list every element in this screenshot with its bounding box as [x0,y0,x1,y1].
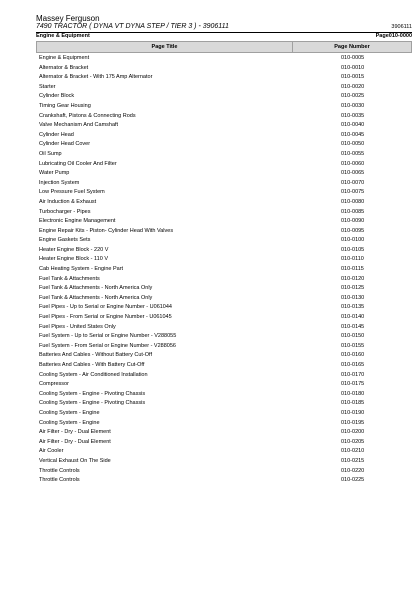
table-row[interactable] [36,179,412,189]
row-page-title: Lubricating Oil Cooler And Filter [39,160,117,167]
row-page-number: 010-0220 [341,467,365,474]
table-row[interactable] [36,140,412,150]
table-row[interactable] [36,150,412,160]
row-page-number: 010-0010 [341,64,365,71]
row-page-title: Fuel Tank & Attachments - North America Only [39,285,153,292]
row-page-title: Water Pump [39,170,70,177]
row-page-number: 010-0020 [341,83,365,90]
table-row[interactable] [36,169,412,179]
table-row[interactable] [36,275,412,285]
table-row[interactable] [36,390,412,400]
model-header [36,23,412,31]
table-row[interactable] [36,371,412,381]
row-page-title: Cylinder Head [39,131,74,138]
row-page-number: 010-0090 [341,218,365,225]
row-page-number: 010-0195 [341,419,365,426]
row-page-title: Electronic Engine Management [39,218,116,225]
row-page-number: 010-0215 [341,457,365,464]
row-page-title: Starter [39,83,56,90]
row-page-number: 010-0105 [341,246,365,253]
row-page-number: 010-0135 [341,304,365,311]
table-row[interactable] [36,131,412,141]
row-page-number: 010-0085 [341,208,365,215]
row-page-title: Cooling System - Engine [39,409,100,416]
table-row[interactable] [36,438,412,448]
table-row[interactable] [36,92,412,102]
row-page-title: Cooling System - Engine - Pivoting Chassis [39,390,146,397]
row-page-number: 010-0165 [341,362,365,368]
row-page-title: Engine Repair Kits - Piston- Cylinder Head With Valves [39,227,174,234]
table-row[interactable] [36,208,412,218]
table-row[interactable] [36,457,412,467]
table-row[interactable] [36,83,412,93]
table-row[interactable] [36,303,412,313]
row-page-title: Fuel System - From Serial or Engine Number - V288056 [39,342,176,349]
row-page-number: 010-0075 [341,189,365,196]
table-row[interactable] [36,284,412,294]
table-row[interactable] [36,160,412,170]
row-page-title: Fuel System - Up to Serial or Engine Number - V288055 [39,333,177,340]
page-label: Page010-0000 [375,33,412,39]
table-row[interactable] [36,476,412,486]
row-page-title: Cylinder Head Cover [39,141,91,148]
table-row[interactable] [36,265,412,275]
table-row[interactable] [36,217,412,227]
row-page-number: 010-0065 [341,170,365,177]
row-page-number: 010-0205 [341,438,365,445]
section-header [36,33,412,40]
row-page-number: 010-0070 [341,179,365,186]
row-page-title: Fuel Pipes - From Serial or Engine Number - U061045 [39,314,172,321]
row-page-number: 010-0030 [341,102,365,109]
row-page-number: 010-0180 [341,390,365,397]
table-row[interactable] [36,380,412,390]
table-row[interactable] [36,236,412,246]
table-row[interactable] [36,323,412,333]
table-row[interactable] [36,428,412,438]
table-header [36,41,412,53]
row-page-title: Fuel Tank & Attachments - North America Only [39,294,153,301]
row-page-number: 010-0115 [341,266,364,273]
row-page-title: Cab Heating System - Engine Part [39,266,124,273]
row-page-number: 010-0160 [341,352,365,359]
row-page-number: 010-0120 [341,275,365,282]
row-page-title: Compressor [39,381,69,388]
row-page-title: Low Pressure Fuel System [39,189,105,196]
table-row[interactable] [36,294,412,304]
table-row[interactable] [36,227,412,237]
row-page-number: 010-0190 [341,409,365,416]
row-page-title: Cooling System - Engine - Pivoting Chassis [39,400,146,407]
row-page-title: Cooling System - Air Conditioned Installation [39,371,148,378]
row-page-number: 010-0035 [341,112,365,119]
index-table-body [36,54,412,486]
row-page-title: Heater Engine Block - 110 V [39,256,108,263]
row-page-title: Air Induction & Exhaust [39,198,97,205]
row-page-title: Throttle Controls [39,467,80,474]
row-page-title: Cooling System - Engine [39,419,100,426]
brand-name: Massey Ferguson [36,14,100,23]
row-page-title: Crankshaft, Pistons & Connecting Rods [39,112,136,119]
model-title: 7490 TRACTOR ( DYNA VT DYNA STEP / TIER 3 ) - 3906111 [36,23,229,30]
row-page-title: Air Filter - Dry - Dual Element [39,429,111,436]
row-page-number: 010-0200 [341,429,365,436]
table-row[interactable] [36,73,412,83]
row-page-number: 010-0055 [341,150,365,157]
table-row[interactable] [36,121,412,131]
table-row[interactable] [36,64,412,74]
row-page-number: 010-0060 [341,160,365,167]
row-page-number: 010-0100 [341,237,365,244]
table-row[interactable] [36,112,412,122]
row-page-number: 010-0150 [341,333,365,340]
table-row[interactable] [36,102,412,112]
table-row[interactable] [36,332,412,342]
row-page-number: 010-0140 [341,314,365,321]
row-page-title: Batteries And Cables - With Battery Cut-Off [39,362,145,368]
table-row[interactable] [36,361,412,371]
table-row[interactable] [36,255,412,265]
document-number: 3906111 [391,24,412,30]
row-page-title: Vertical Exhaust On The Side [39,457,111,464]
table-row[interactable] [36,342,412,352]
row-page-title: Fuel Pipes - United States Only [39,323,116,330]
row-page-title: Engine & Equipment [39,55,90,61]
row-page-number: 010-0015 [341,74,365,81]
row-page-number: 010-0175 [341,381,365,388]
row-page-number: 010-0050 [341,141,365,148]
row-page-number: 010-0170 [341,371,365,378]
row-page-number: 010-0125 [341,285,365,292]
column-header-title: Page Title [37,42,293,52]
row-page-number: 010-0225 [341,477,365,484]
table-row[interactable] [36,467,412,477]
row-page-title: Air Cooler [39,448,64,455]
row-page-title: Oil Sump [39,150,62,157]
table-row[interactable] [36,198,412,208]
row-page-number: 010-0145 [341,323,365,330]
table-row[interactable] [36,188,412,198]
section-title: Engine & Equipment [36,33,90,39]
table-row[interactable] [36,409,412,419]
row-page-title: Alternator & Bracket [39,64,89,71]
document-page [36,14,412,486]
row-page-title: Valve Mechanism And Camshaft [39,122,119,129]
row-page-title: Alternator & Bracket - With 175 Amp Alternator [39,74,153,81]
row-page-title: Turbocharger - Pipes [39,208,91,215]
row-page-number: 010-0185 [341,400,365,407]
row-page-title: Batteries And Cables - Without Battery Cut-Off [39,352,153,359]
row-page-number: 010-0210 [341,448,365,455]
table-row[interactable] [36,351,412,361]
row-page-title: Cylinder Block [39,93,75,100]
row-page-title: Air Filter - Dry - Dual Element [39,438,111,445]
row-page-title: Fuel Tank & Attachments [39,275,100,282]
row-page-number: 010-0110 [341,256,364,263]
row-page-number: 010-0025 [341,93,365,100]
table-row[interactable] [36,313,412,323]
table-row[interactable] [36,419,412,429]
row-page-title: Timing Gear Housing [39,102,91,109]
column-header-number: Page Number [334,44,370,50]
row-page-number: 010-0095 [341,227,365,234]
row-page-number: 010-0040 [341,122,365,129]
row-page-number: 010-0130 [341,294,365,301]
row-page-title: Fuel Pipes - Up to Serial or Engine Number - U061044 [39,304,172,311]
table-row[interactable] [36,246,412,256]
table-row[interactable] [36,399,412,409]
row-page-title: Engine Gaskets Sets [39,237,91,244]
row-page-number: 010-0045 [341,131,365,138]
row-page-number: 010-0080 [341,198,365,205]
row-page-number: 010-0005 [341,55,365,61]
row-page-title: Throttle Controls [39,477,80,484]
row-page-title: Heater Engine Block - 220 V [39,246,109,253]
table-row[interactable] [36,447,412,457]
row-page-title: Injection System [39,179,80,186]
table-row[interactable] [36,54,412,64]
row-page-number: 010-0155 [341,342,365,349]
